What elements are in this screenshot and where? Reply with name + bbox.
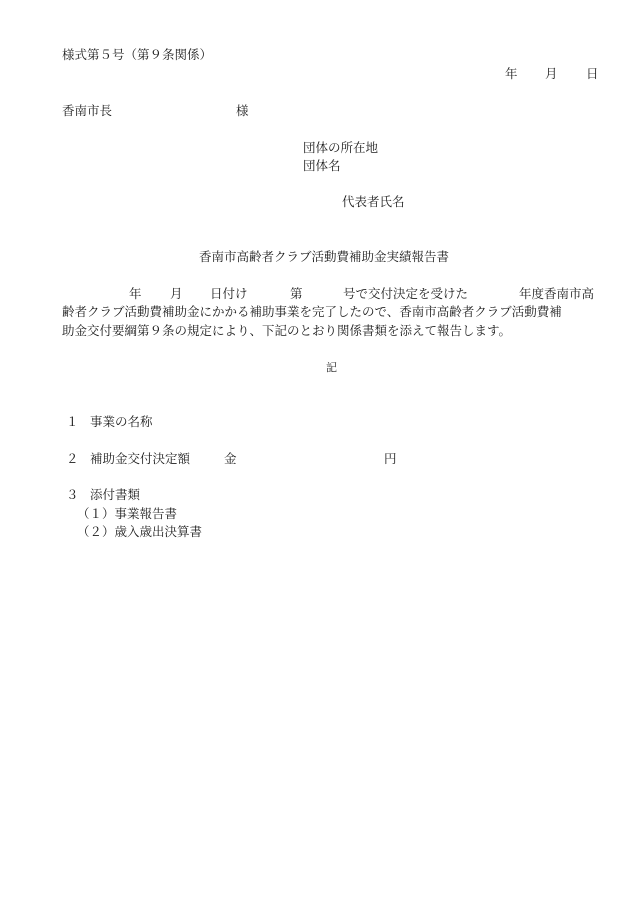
addressee-honorific: 様 bbox=[236, 103, 249, 118]
item-2-label: 補助金交付決定額 bbox=[90, 451, 191, 466]
body-line-2: 齢者クラブ活動費補助金にかかる補助事業を完了したので、香南市高齢者クラブ活動費補 bbox=[62, 304, 562, 319]
item-3-sub-1: （１）事業報告書 bbox=[77, 506, 178, 521]
item-2-kin: 金 bbox=[224, 451, 237, 466]
date-year-label: 年 bbox=[505, 66, 518, 81]
body-month-label: 月 bbox=[170, 286, 183, 301]
item-2-yen: 円 bbox=[384, 451, 397, 466]
body-fiscal-year: 年度香南市高 bbox=[519, 286, 595, 301]
date-month-label: 月 bbox=[545, 66, 558, 81]
item-2-number: ２ bbox=[66, 451, 79, 466]
document-title: 香南市高齢者クラブ活動費補助金実績報告書 bbox=[199, 249, 450, 264]
applicant-group-label: 団体名 bbox=[303, 158, 341, 173]
item-3-label: 添付書類 bbox=[90, 487, 141, 502]
body-number-prefix: 第 bbox=[290, 286, 303, 301]
item-3-sub-2: （２）歳入歳出決算書 bbox=[77, 524, 203, 539]
date-day-label: 日 bbox=[586, 66, 599, 81]
item-3-number: ３ bbox=[66, 487, 79, 502]
body-line-3: 助金交付要綱第９条の規定により、下記のとおり関係書類を添えて報告します。 bbox=[62, 323, 512, 338]
form-number: 様式第５号（第９条関係） bbox=[62, 47, 213, 62]
item-1-label: 事業の名称 bbox=[90, 414, 153, 429]
body-year-label: 年 bbox=[129, 286, 142, 301]
addressee-name: 香南市長 bbox=[62, 103, 113, 118]
applicant-address-label: 団体の所在地 bbox=[303, 140, 379, 155]
ki-marker: 記 bbox=[326, 361, 337, 374]
body-day-label: 日付け bbox=[210, 286, 248, 301]
item-1-number: １ bbox=[66, 414, 79, 429]
applicant-rep-label: 代表者氏名 bbox=[342, 194, 405, 209]
body-number-suffix: 号で交付決定を受けた bbox=[343, 286, 469, 301]
